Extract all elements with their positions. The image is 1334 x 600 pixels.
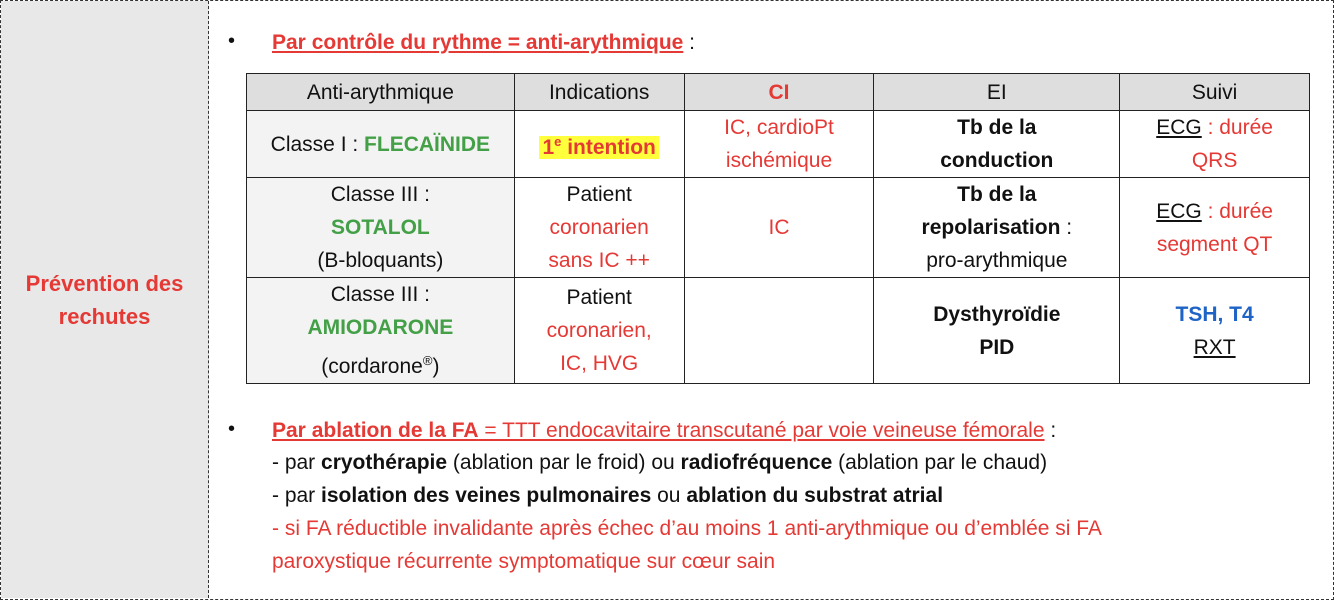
cell-ci: IC, cardioPt ischémique <box>684 111 874 178</box>
item-bold: radiofréquence <box>680 451 833 474</box>
cell-ci <box>684 278 874 384</box>
antiarrhythmic-table <box>246 73 1310 384</box>
suivi-rest: : durée <box>1201 116 1273 139</box>
item-bold: isolation des veines pulmonaires <box>321 484 652 507</box>
drug-class: Classe III : <box>330 183 430 206</box>
cell-ei <box>874 178 1120 278</box>
drug-prefix: Classe I : <box>270 132 365 156</box>
header-ci: CI <box>684 74 874 111</box>
item-bold: cryothérapie <box>321 451 448 474</box>
indication-line: coronarien <box>549 216 649 239</box>
bullet-1: • <box>228 30 236 52</box>
section2-item-3-line1: - si FA réductible invalidante après échec d’au moins 1 anti-arythmique ou d’emblée si FA <box>272 517 1102 540</box>
item-bold: ablation du substrat atrial <box>686 484 944 507</box>
indication-sup: e <box>554 133 562 149</box>
ei-line: pro-arythmique <box>926 249 1068 272</box>
item-text: - par <box>272 451 322 474</box>
drug-note: (B-bloquants) <box>317 249 444 272</box>
bullet-2: • <box>228 418 236 440</box>
ei-line: repolarisation <box>921 216 1061 239</box>
cell-indication <box>514 278 684 384</box>
item-text: ou <box>651 484 687 507</box>
ei-line: conduction <box>940 149 1054 172</box>
indication-line: Patient <box>566 183 632 206</box>
registered-mark: ® <box>422 353 433 368</box>
indication-rest: intention <box>561 135 656 159</box>
cell-suivi <box>1120 278 1310 384</box>
indication-line: IC, HVG <box>560 352 639 375</box>
drug-name: AMIODARONE <box>307 316 454 339</box>
header-ei: EI <box>874 74 1120 111</box>
cell-suivi <box>1120 178 1310 278</box>
suivi-line2: RXT <box>1193 335 1236 359</box>
table-row <box>247 278 1310 384</box>
drug-name: FLECAÏNIDE <box>364 132 491 156</box>
cell-drug <box>247 111 515 178</box>
drug-note-end: ) <box>432 355 440 378</box>
ei-line: PID <box>979 335 1015 359</box>
cell-suivi <box>1120 111 1310 178</box>
suivi-rest: : durée <box>1201 199 1273 223</box>
ei-line: Tb de la <box>957 116 1037 139</box>
section2-item-2 <box>272 481 943 511</box>
header-indications: Indications <box>514 74 684 111</box>
indication-line: coronarien, <box>546 319 652 342</box>
section2-title: Par ablation de la FA <box>272 419 479 442</box>
indication-main: 1 <box>542 135 555 159</box>
ei-line: Tb de la <box>957 183 1037 206</box>
drug-note: (cordarone <box>321 355 423 378</box>
cell-indication <box>514 111 684 178</box>
table-row <box>247 111 1310 178</box>
section2-heading <box>272 416 1056 446</box>
cell-drug <box>247 178 515 278</box>
section2-suffix: : <box>1044 419 1057 442</box>
cell-drug <box>247 278 515 384</box>
side-label: Prévention des rechutes <box>25 270 184 329</box>
suivi-line1: TSH, T4 <box>1175 302 1254 326</box>
section2-item-1 <box>272 448 1047 478</box>
drug-class: Classe III : <box>330 283 430 306</box>
cell-ei <box>874 111 1120 178</box>
indication-highlight <box>539 133 658 159</box>
cell-indication <box>514 178 684 278</box>
section2-title-rest: = TTT endocavitaire transcutané par voie veineuse fémorale <box>478 419 1045 442</box>
suivi-line2: QRS <box>1191 149 1238 172</box>
section2-item-3-line2: paroxystique récurrente symptomatique sur cœur sain <box>272 550 776 573</box>
indication-line: Patient <box>566 286 632 309</box>
table-row <box>247 178 1310 278</box>
ei-line: Dysthyroïdie <box>933 302 1061 326</box>
header-suivi: Suivi <box>1120 74 1310 111</box>
cell-ei <box>874 278 1120 384</box>
section1-heading <box>272 28 695 58</box>
ei-suffix: : <box>1060 216 1073 239</box>
indication-line: sans IC ++ <box>548 249 650 272</box>
item-text: (ablation par le chaud) <box>832 451 1048 474</box>
suivi-line2: segment QT <box>1156 232 1273 256</box>
suivi-ecg: ECG <box>1156 199 1202 223</box>
table-header-row <box>247 74 1310 111</box>
drug-name: SOTALOL <box>330 216 430 239</box>
section1-suffix: : <box>683 31 696 54</box>
section1-title: Par contrôle du rythme = anti-arythmique <box>272 31 684 54</box>
header-antiarythmique: Anti-arythmique <box>247 74 515 111</box>
item-text: (ablation par le froid) ou <box>447 451 681 474</box>
item-text: - par <box>272 484 322 507</box>
side-panel <box>1 1 209 598</box>
suivi-ecg: ECG <box>1156 116 1202 139</box>
cell-ci: IC <box>684 178 874 278</box>
